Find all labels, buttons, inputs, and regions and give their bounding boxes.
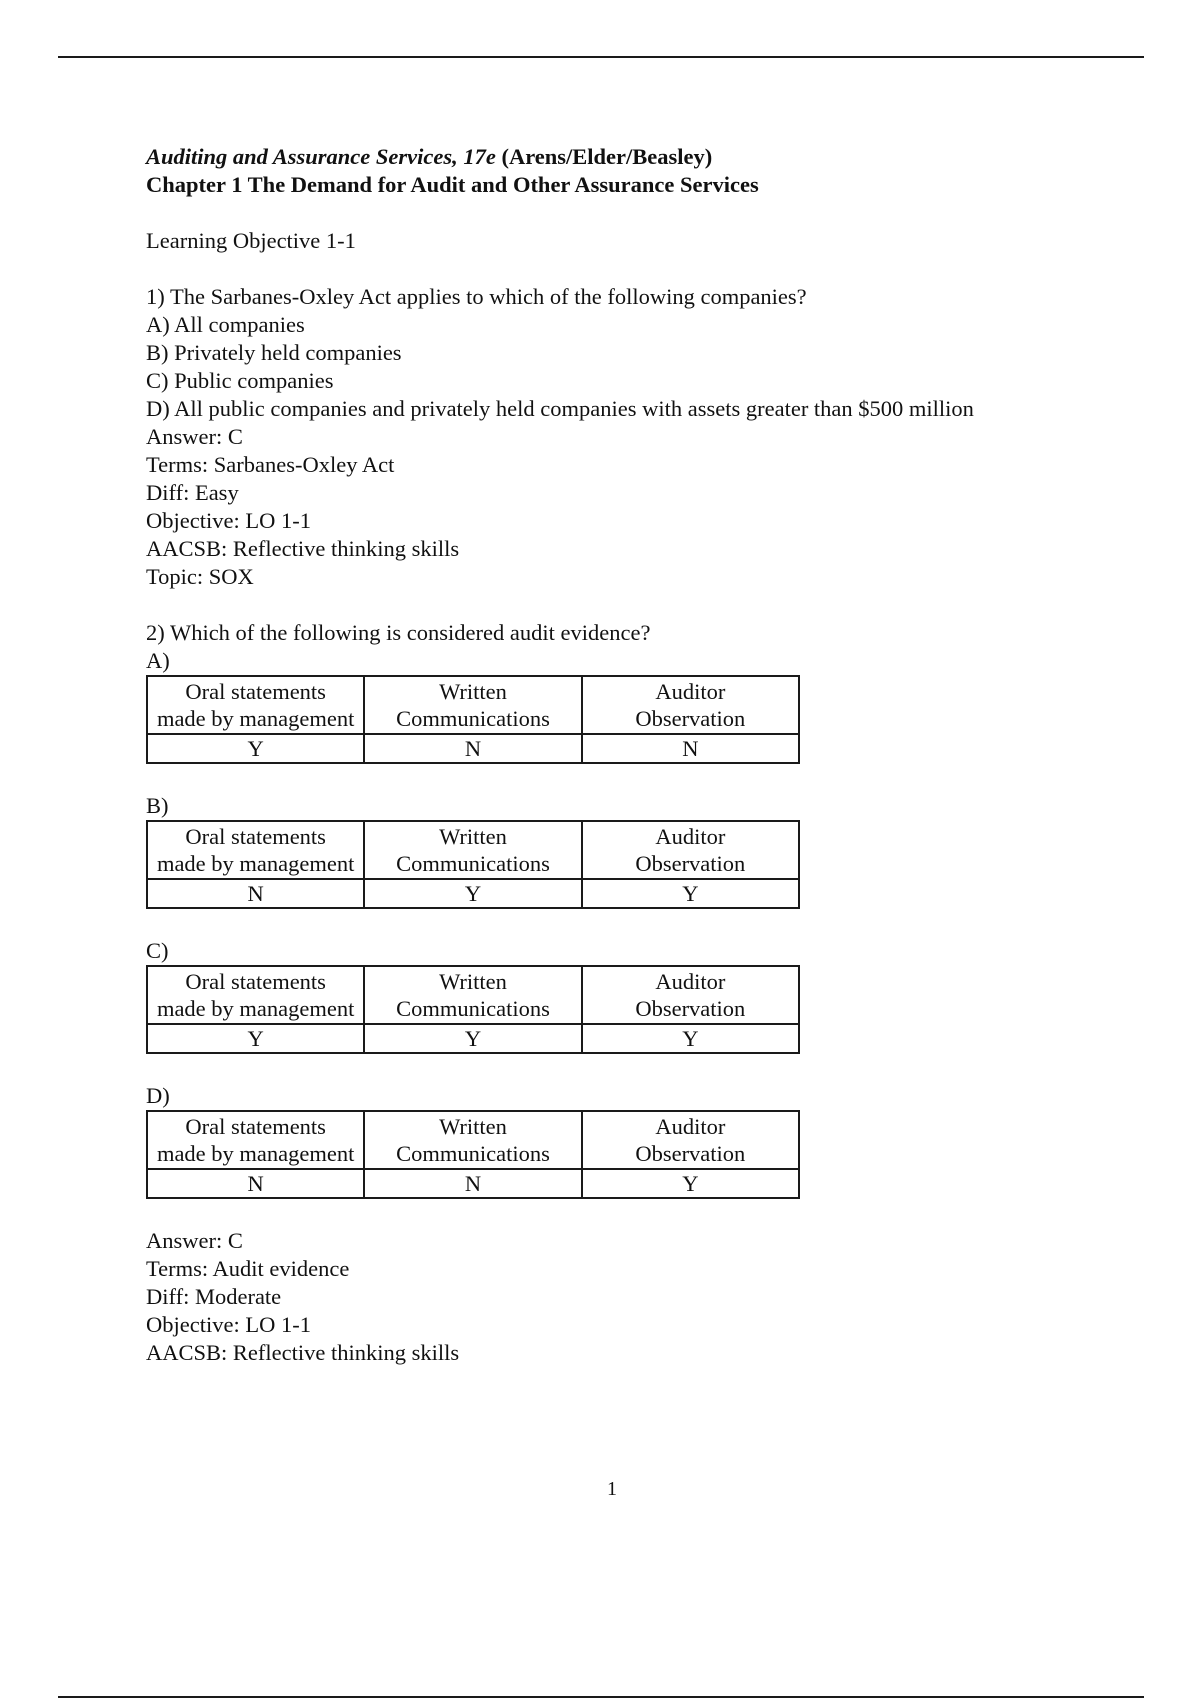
option-c-table [146,965,800,1054]
answer-option: C) Public companies [146,368,334,393]
value-cell: N [147,1169,364,1198]
book-title: Auditing and Assurance Services, 17e [146,144,496,169]
header-cell: Oral statements made by management [147,676,364,734]
option-d-table [146,1110,800,1199]
value-cell: Y [582,879,799,908]
objective: Objective: LO 1-1 [146,1312,311,1337]
value-cell: Y [364,879,581,908]
question-text: 2) Which of the following is considered audit evidence? [146,620,651,645]
header-cell: Written Communications [364,966,581,1024]
header-cell: Written Communications [364,821,581,879]
book-authors: (Arens/Elder/Beasley) [495,144,713,169]
header-cell: Auditor Observation [582,966,799,1024]
terms: Terms: Sarbanes-Oxley Act [146,452,395,477]
chapter-title: Chapter 1 The Demand for Audit and Other Assurance Services [146,172,759,197]
header-cell: Written Communications [364,676,581,734]
book-title-line [146,143,1106,171]
difficulty: Diff: Moderate [146,1284,282,1309]
answer-key: Answer: C [146,424,243,449]
question-1 [146,283,1106,591]
header-cell: Written Communications [364,1111,581,1169]
option-letter: A) [146,648,170,673]
header-cell: Auditor Observation [582,821,799,879]
answer-option: B) Privately held companies [146,340,402,365]
answer-option: A) All companies [146,312,305,337]
aacsb: AACSB: Reflective thinking skills [146,536,460,561]
value-cell: Y [147,734,364,763]
value-cell: N [147,879,364,908]
value-cell: N [582,734,799,763]
answer-key: Answer: C [146,1228,243,1253]
terms: Terms: Audit evidence [146,1256,350,1281]
answer-option: D) All public companies and privately held companies with assets greater than $500 million [146,396,974,421]
value-cell: Y [582,1024,799,1053]
value-cell: Y [364,1024,581,1053]
value-cell: Y [147,1024,364,1053]
aacsb: AACSB: Reflective thinking skills [146,1340,460,1365]
value-cell: N [364,1169,581,1198]
bottom-rule [58,1696,1144,1698]
page-number: 1 [607,1478,617,1500]
option-letter: D) [146,1083,170,1108]
learning-objective-heading: Learning Objective 1-1 [146,228,356,253]
header-cell: Oral statements made by management [147,1111,364,1169]
page-content [146,143,1106,1367]
option-letter: C) [146,938,169,963]
objective: Objective: LO 1-1 [146,508,311,533]
value-cell: N [364,734,581,763]
question-text: 1) The Sarbanes-Oxley Act applies to which of the following companies? [146,284,807,309]
header-cell: Oral statements made by management [147,821,364,879]
top-rule [58,56,1144,58]
question-2 [146,619,1106,1367]
option-b-table [146,820,800,909]
header-cell: Oral statements made by management [147,966,364,1024]
header-cell: Auditor Observation [582,676,799,734]
difficulty: Diff: Easy [146,480,239,505]
topic: Topic: SOX [146,564,254,589]
option-a-table [146,675,800,764]
option-letter: B) [146,793,169,818]
header-cell: Auditor Observation [582,1111,799,1169]
value-cell: Y [582,1169,799,1198]
